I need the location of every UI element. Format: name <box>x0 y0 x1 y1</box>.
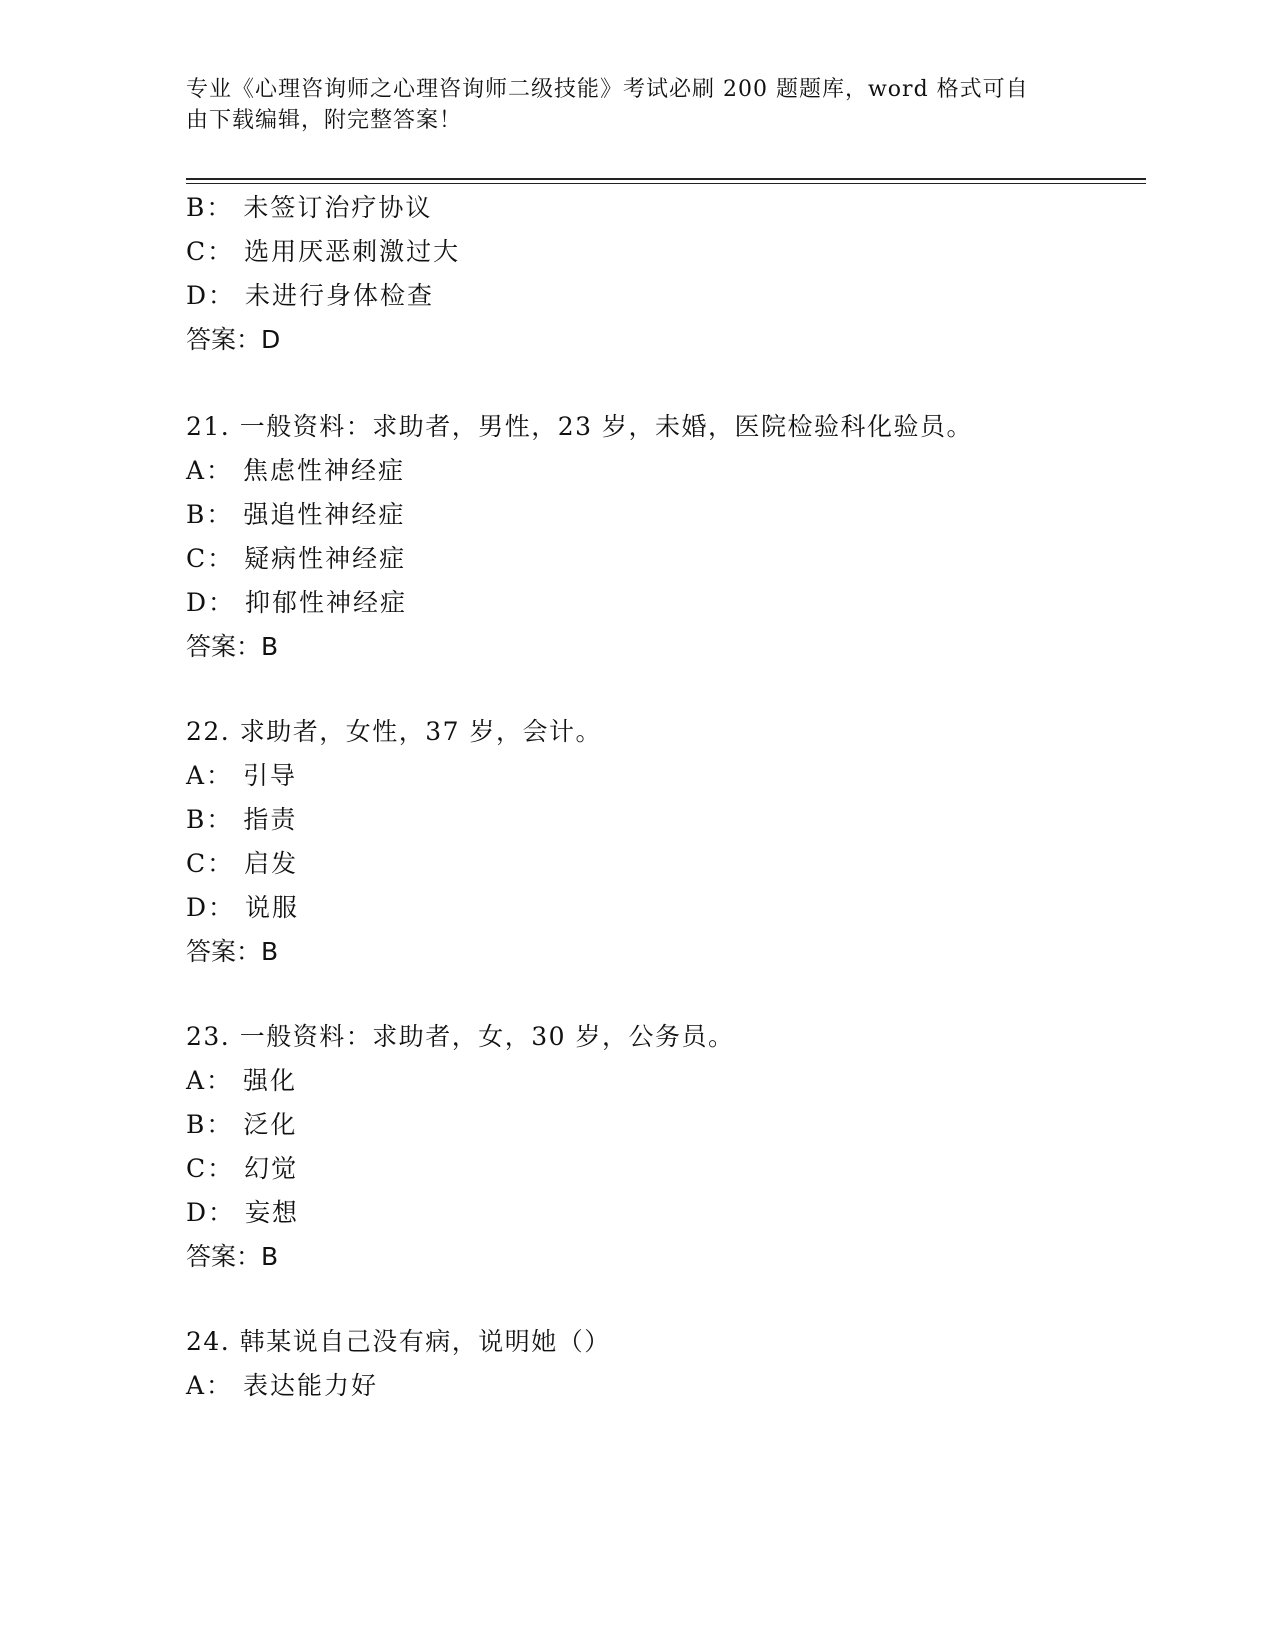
q20-answer: 答案：D <box>186 325 281 354</box>
q24-option-a: A： 表达能力好 <box>186 1371 379 1400</box>
q23-answer: 答案：B <box>186 1242 279 1271</box>
header-line-1: 专业《心理咨询师之心理咨询师二级技能》考试必刷 200 题题库，word 格式可自 <box>186 77 1029 102</box>
q21-option-d: D： 抑郁性神经症 <box>186 588 407 617</box>
q23-option-b: B： 泛化 <box>186 1110 298 1139</box>
q20-option-d: D： 未进行身体检查 <box>186 281 434 310</box>
document-header <box>186 74 1066 136</box>
q22-question: 22. 求助者，女性，37 岁，会计。 <box>186 717 602 746</box>
q22-option-c: C： 启发 <box>186 849 299 878</box>
q20-option-b: B： 未签订治疗协议 <box>186 193 433 222</box>
q21-option-c: C： 疑病性神经症 <box>186 544 407 573</box>
q24-question: 24. 韩某说自己没有病，说明她（） <box>186 1327 611 1356</box>
q21-question: 21. 一般资料：求助者，男性，23 岁，未婚，医院检验科化验员。 <box>186 412 973 441</box>
q23-option-c: C： 幻觉 <box>186 1154 299 1183</box>
q22-option-d: D： 说服 <box>186 893 299 922</box>
q23-question: 23. 一般资料：求助者，女，30 岁，公务员。 <box>186 1022 735 1051</box>
q23-option-d: D： 妄想 <box>186 1198 299 1227</box>
q22-option-a: A： 引导 <box>186 761 298 790</box>
q22-answer: 答案：B <box>186 937 279 966</box>
q20-option-c: C： 选用厌恶刺激过大 <box>186 237 461 266</box>
q23-option-a: A： 强化 <box>186 1066 298 1095</box>
q21-option-b: B： 强追性神经症 <box>186 500 406 529</box>
header-line-2: 由下载编辑，附完整答案！ <box>186 108 463 133</box>
header-divider-thin <box>186 183 1146 184</box>
q21-answer: 答案：B <box>186 632 279 661</box>
header-divider-thick <box>186 178 1146 180</box>
q21-option-a: A： 焦虑性神经症 <box>186 456 406 485</box>
q22-option-b: B： 指责 <box>186 805 298 834</box>
